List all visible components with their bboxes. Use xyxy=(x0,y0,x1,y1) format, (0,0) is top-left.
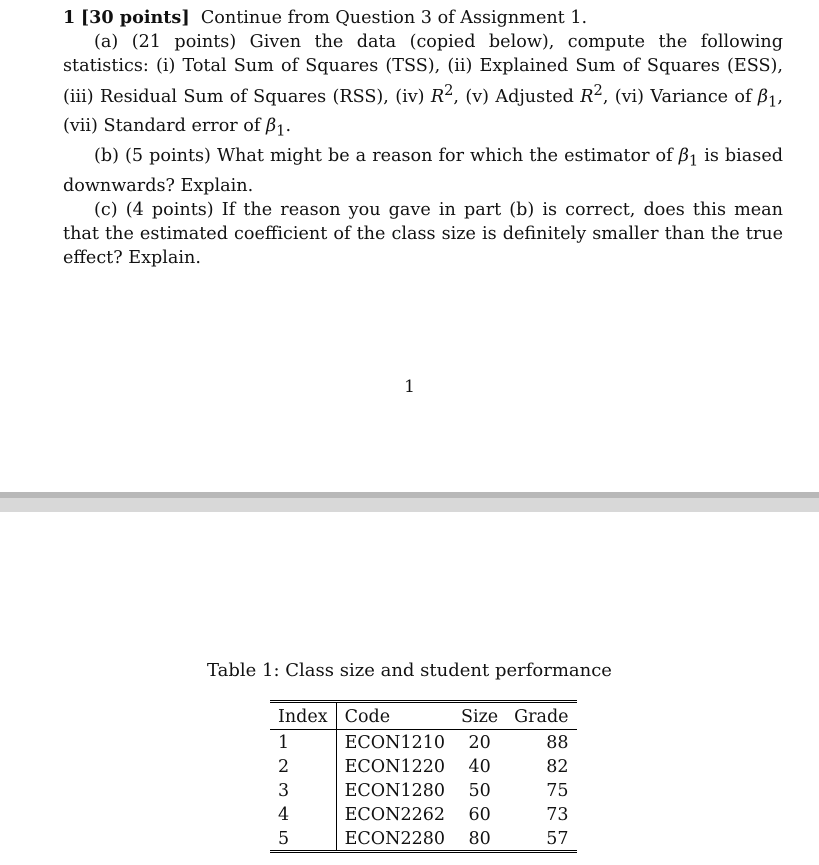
part-b-text-2: is biased downwards? Explain. xyxy=(63,145,783,196)
question-points: [30 points] xyxy=(80,7,190,28)
cell-grade: 57 xyxy=(506,826,576,852)
cell-grade: 82 xyxy=(546,756,569,777)
header-code: Code xyxy=(336,702,453,730)
question-block xyxy=(63,6,783,270)
cell-index: 4 xyxy=(270,802,336,826)
cell-grade: 73 xyxy=(546,804,569,825)
cell-index: 1 xyxy=(270,730,336,755)
page-2 xyxy=(0,512,819,865)
cell-index: 5 xyxy=(270,826,336,852)
cell-code: ECON2280 xyxy=(336,826,453,852)
question-header xyxy=(63,6,783,30)
part-b-text-1: (5 points) What might be a reason for which the estimator of xyxy=(125,145,679,166)
adjusted-r-squared-symbol: R xyxy=(580,86,594,107)
cell-index: 3 xyxy=(270,778,336,802)
beta-symbol: β xyxy=(757,86,769,107)
part-a xyxy=(63,30,783,144)
class-size-table xyxy=(270,700,577,853)
cell-grade: 88 xyxy=(546,732,569,753)
header-index: Index xyxy=(270,702,336,730)
cell-index: 2 xyxy=(270,754,336,778)
page-separator-shadow xyxy=(0,492,819,498)
part-b xyxy=(63,144,783,198)
table-header-row xyxy=(270,702,577,730)
part-a-text-2: , (v) Adjusted xyxy=(453,86,581,107)
table-row xyxy=(270,730,577,755)
part-a-end: . xyxy=(285,116,292,137)
beta-symbol-3: β xyxy=(678,145,689,166)
beta-symbol-2: β xyxy=(266,116,277,137)
page-number: 1 xyxy=(404,377,415,397)
table-row xyxy=(270,778,577,802)
r-squared-symbol: R xyxy=(430,86,445,107)
header-size: Size xyxy=(453,702,506,730)
header-grade: Grade xyxy=(506,702,576,730)
subscript-1c: 1 xyxy=(688,152,699,170)
superscript-2b: 2 xyxy=(593,81,603,99)
superscript-2: 2 xyxy=(444,81,454,99)
cell-code: ECON1220 xyxy=(344,756,445,777)
part-a-label: (a) xyxy=(94,32,119,53)
subscript-1: 1 xyxy=(768,92,778,110)
question-intro: Continue from Question 3 of Assignment 1. xyxy=(200,8,588,28)
cell-code: ECON1280 xyxy=(344,780,445,801)
table-row xyxy=(270,802,577,826)
part-c-text: (4 points) If the reason you gave in part (b) is correct, does this mean that the estimated coefficient of the class size is definitely smaller than the true effect? Explain. xyxy=(63,199,784,269)
part-a-text-3: , (vi) Variance of xyxy=(602,86,758,107)
part-a-text-4: , (vii) Standard error of xyxy=(63,86,783,137)
table-row xyxy=(270,826,577,852)
part-c-label: (c) xyxy=(94,199,118,220)
cell-size: 80 xyxy=(453,826,506,852)
cell-code: ECON2262 xyxy=(344,804,445,825)
table-caption: Table 1: Class size and student performance xyxy=(207,660,612,681)
part-c xyxy=(63,198,783,271)
cell-code: ECON1210 xyxy=(344,732,445,753)
part-b-label: (b) xyxy=(94,145,119,166)
cell-size: 40 xyxy=(468,756,491,777)
question-number: 1 xyxy=(63,7,76,28)
subscript-1b: 1 xyxy=(276,122,286,140)
part-a-text-1: (21 points) Given the data (copied below), compute the following statistics: (i) Total Sum of Squares (TSS), (ii) Explained Sum of Squares (ESS), (iii) Residual Sum of Squares (RSS), (iv) xyxy=(63,32,783,107)
cell-size: 50 xyxy=(468,780,491,801)
cell-size: 20 xyxy=(468,732,491,753)
cell-grade: 75 xyxy=(546,780,569,801)
table-row xyxy=(270,754,577,778)
cell-size: 60 xyxy=(468,804,491,825)
